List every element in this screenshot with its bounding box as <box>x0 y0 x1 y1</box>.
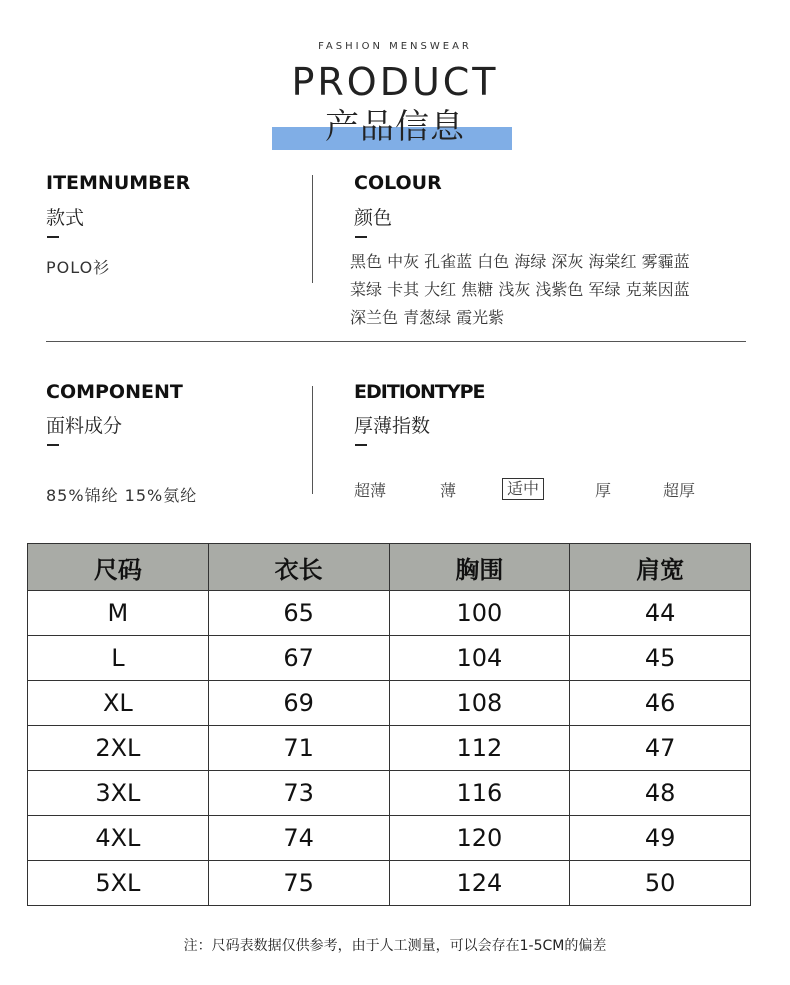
header-length: 衣长 <box>208 544 389 591</box>
thickness-option: 厚 <box>595 481 612 500</box>
thickness-dash <box>355 444 367 446</box>
header-size: 尺码 <box>28 544 209 591</box>
cell-shoulder: 46 <box>570 681 751 726</box>
cell-shoulder: 48 <box>570 771 751 816</box>
cell-shoulder: 47 <box>570 726 751 771</box>
thickness-option: 超薄 <box>354 481 387 500</box>
cell-length: 71 <box>208 726 389 771</box>
colour-line: 黑色 中灰 孔雀蓝 白色 海绿 深灰 海棠红 雾霾蓝 <box>350 252 690 271</box>
colour-label-cn: 颜色 <box>354 207 393 229</box>
page-title-cn: 产品信息 <box>325 107 465 147</box>
table-row <box>28 726 751 771</box>
divider-vertical-1 <box>312 175 313 283</box>
divider-horizontal <box>46 341 746 342</box>
cell-chest: 104 <box>389 636 570 681</box>
cell-length: 65 <box>208 591 389 636</box>
cell-size: L <box>28 636 209 681</box>
cell-size: XL <box>28 681 209 726</box>
table-row <box>28 636 751 681</box>
colour-line: 菜绿 卡其 大红 焦糖 浅灰 浅紫色 军绿 克莱因蓝 <box>350 280 690 299</box>
cell-size: M <box>28 591 209 636</box>
size-table <box>27 543 751 906</box>
cell-shoulder: 50 <box>570 861 751 906</box>
cell-size: 5XL <box>28 861 209 906</box>
colour-list <box>350 248 780 332</box>
divider-vertical-2 <box>312 386 313 494</box>
table-row <box>28 591 751 636</box>
cell-chest: 100 <box>389 591 570 636</box>
component-label-en: COMPONENT <box>46 381 183 403</box>
component-dash <box>47 444 59 446</box>
component-value: 85%锦纶 15%氨纶 <box>46 486 198 505</box>
table-row <box>28 681 751 726</box>
cell-chest: 120 <box>389 816 570 861</box>
thickness-option-selected: 适中 <box>502 478 544 500</box>
cell-chest: 124 <box>389 861 570 906</box>
cell-size: 2XL <box>28 726 209 771</box>
colour-label-en: COLOUR <box>354 172 442 194</box>
table-row <box>28 771 751 816</box>
cell-length: 75 <box>208 861 389 906</box>
header-kicker: FASHION MENSWEAR <box>318 41 472 52</box>
item-label-cn: 款式 <box>46 207 85 229</box>
cell-size: 3XL <box>28 771 209 816</box>
item-value: POLO衫 <box>46 258 111 277</box>
thickness-label-en: EDITIONTYPE <box>354 381 485 403</box>
thickness-label-cn: 厚薄指数 <box>354 415 431 437</box>
colour-dash <box>355 236 367 238</box>
cell-size: 4XL <box>28 816 209 861</box>
cell-shoulder: 49 <box>570 816 751 861</box>
cell-shoulder: 44 <box>570 591 751 636</box>
cell-length: 69 <box>208 681 389 726</box>
colour-line: 深兰色 青葱绿 霞光紫 <box>350 308 505 327</box>
cell-length: 67 <box>208 636 389 681</box>
measurement-note: 注：尺码表数据仅供参考，由于人工测量，可以会存在1-5CM的偏差 <box>183 938 607 954</box>
cell-chest: 112 <box>389 726 570 771</box>
table-row <box>28 861 751 906</box>
page-title: PRODUCT <box>291 60 499 104</box>
thickness-option: 薄 <box>440 481 457 500</box>
table-header-row <box>28 544 751 591</box>
item-dash <box>47 236 59 238</box>
header-shoulder: 肩宽 <box>570 544 751 591</box>
thickness-option: 超厚 <box>663 481 696 500</box>
cell-length: 73 <box>208 771 389 816</box>
header-chest: 胸围 <box>389 544 570 591</box>
item-label-en: ITEMNUMBER <box>46 172 191 194</box>
cell-length: 74 <box>208 816 389 861</box>
component-label-cn: 面料成分 <box>46 415 123 437</box>
cell-chest: 116 <box>389 771 570 816</box>
table-row <box>28 816 751 861</box>
cell-chest: 108 <box>389 681 570 726</box>
cell-shoulder: 45 <box>570 636 751 681</box>
thickness-scale <box>354 478 754 502</box>
